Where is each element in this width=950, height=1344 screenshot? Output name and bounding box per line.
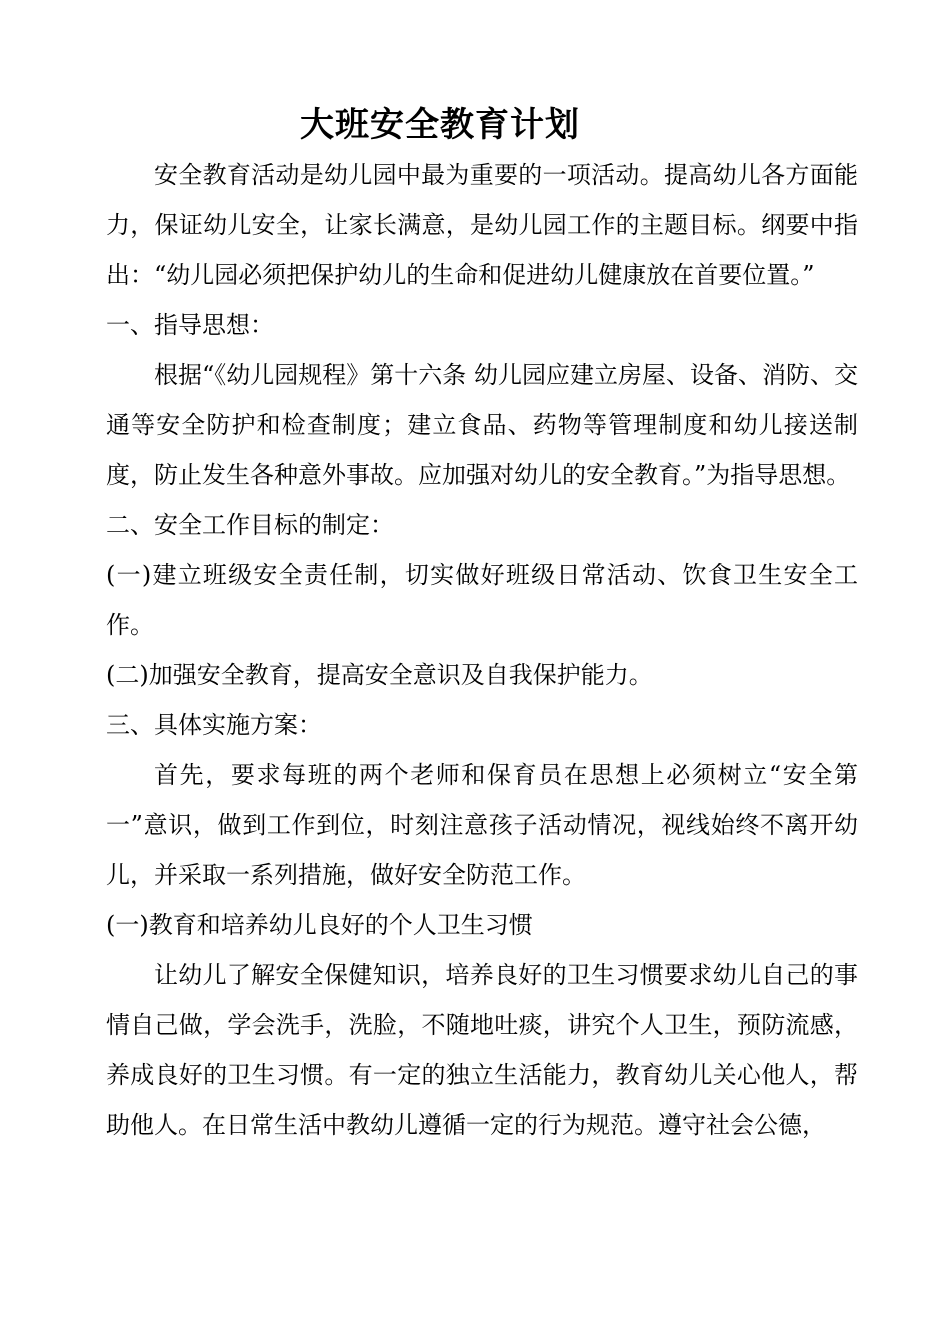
document-title: 大班安全教育计划 [300,105,580,145]
paragraph-intro: 安全教育活动是幼儿园中最为重要的一项活动。提高幼儿各方面能力，保证幼儿安全，让家长满意，是幼儿园工作的主题目标。纲要中指出：“幼儿园必须把保护幼儿的生命和促进幼儿健康放在首要位置。” [106,161,858,289]
paragraph-guiding-ideology: 根据“《幼儿园规程》第十六条 幼儿园应建立房屋、设备、消防、交通等安全防护和检查制度；建立食品、药物等管理制度和幼儿接送制度，防止发生各种意外事故。应加强对幼儿的安全教育。”为指导思想。 [106,361,858,489]
paragraph-implementation: 首先，要求每班的两个老师和保育员在思想上必须树立“安全第一”意识，做到工作到位，时刻注意孩子活动情况，视线始终不离开幼儿，并采取一系列措施，做好安全防范工作。 [106,761,858,889]
heading-guiding-ideology: 一、指导思想： [106,311,274,339]
heading-implementation-plan: 三、具体实施方案： [106,711,322,739]
heading-safety-goals: 二、安全工作目标的制定： [106,511,394,539]
subheading-hygiene-habits: (一)教育和培养幼儿良好的个人卫生习惯 [106,911,533,939]
goal-item-2: (二)加强安全教育，提高安全意识及自我保护能力。 [106,661,653,689]
paragraph-hygiene-habits: 让幼儿了解安全保健知识，培养良好的卫生习惯要求幼儿自己的事情自己做，学会洗手，洗脸，不随地吐痰，讲究个人卫生，预防流感，养成良好的卫生习惯。有一定的独立生活能力，教育幼儿关心他人，帮助他人。在日常生活中教幼儿遵循一定的行为规范。遵守社会公德， [106,961,858,1139]
goal-item-1: (一)建立班级安全责任制，切实做好班级日常活动、饮食卫生安全工作。 [106,561,858,639]
document-body [106,150,858,1150]
